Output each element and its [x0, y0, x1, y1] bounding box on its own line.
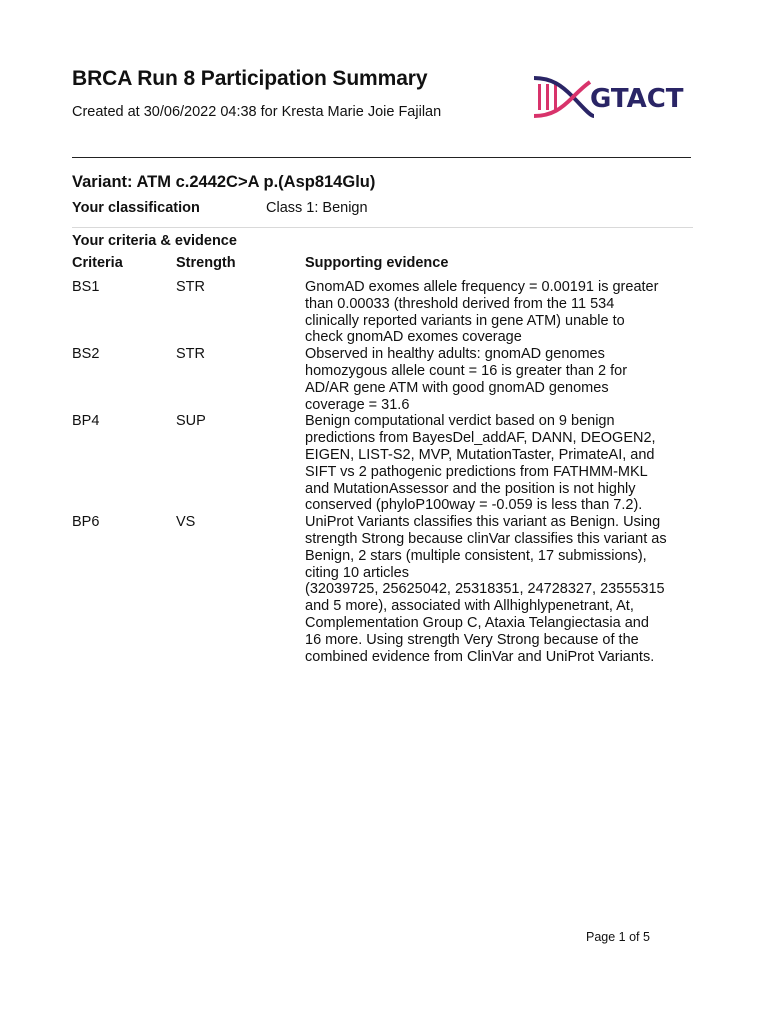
- column-header-strength: Strength: [176, 255, 236, 271]
- table-row: [72, 514, 694, 665]
- header-divider: [72, 157, 691, 158]
- gtact-logo: [532, 72, 690, 122]
- classification-label: Your classification: [72, 200, 200, 216]
- criteria-strength: SUP: [176, 413, 206, 430]
- criteria-code: BS2: [72, 346, 100, 363]
- criteria-code: BS1: [72, 279, 100, 295]
- criteria-heading: Your criteria & evidence: [72, 233, 237, 249]
- supporting-evidence: GnomAD exomes allele frequency = 0.00191 is greater than 0.00033 (threshold derived from the 11 534 clinically reported variants in gene ATM) unable to check gnomAD exomes coverage: [305, 279, 659, 346]
- criteria-code: BP6: [72, 514, 100, 531]
- criteria-strength: STR: [176, 346, 205, 363]
- table-row: [72, 413, 694, 514]
- column-header-evidence: Supporting evidence: [305, 255, 449, 271]
- section-divider: [72, 227, 693, 228]
- supporting-evidence: UniProt Variants classifies this variant as Benign. Using strength Strong because clinVar classifies this variant as Benign, 2 stars (multiple consistent, 17 submissions), citing 10 articles (32039725, 25625042, 25318351, 24728327, 23555315 and 5 more), associated with Allhighlypenetrant, At, Complementation Group C, Ataxia Telangiectasia and 16 more. Using strength Very Strong because of the combined evidence from ClinVar and UniProt Variants.: [305, 514, 667, 665]
- criteria-code: BP4: [72, 413, 100, 430]
- logo-text: GTACT: [590, 84, 684, 114]
- supporting-evidence: Benign computational verdict based on 9 benign predictions from BayesDel_addAF, DANN, DEOGEN2, EIGEN, LIST-S2, MVP, MutationTaster, PrimateAI, and SIFT vs 2 pathogenic predictions from FATHMM-MKL and MutationAssessor and the position is not highly conserved (phyloP100way = -0.059 is less than 7.2).: [305, 413, 656, 514]
- table-row: [72, 346, 694, 413]
- criteria-table: [72, 279, 694, 665]
- table-row: [72, 279, 694, 346]
- page-number: Page 1 of 5: [586, 930, 650, 944]
- classification-value: Class 1: Benign: [266, 200, 368, 216]
- column-header-criteria: Criteria: [72, 255, 123, 271]
- criteria-strength: VS: [176, 514, 196, 531]
- created-info: Created at 30/06/2022 04:38 for Kresta Marie Joie Fajilan: [72, 104, 442, 120]
- page-title: BRCA Run 8 Participation Summary: [72, 67, 428, 90]
- criteria-strength: STR: [176, 279, 205, 295]
- supporting-evidence: Observed in healthy adults: gnomAD genomes homozygous allele count = 16 is greater than 2 for AD/AR gene ATM with good gnomAD genomes coverage = 31.6: [305, 346, 628, 413]
- variant-title: Variant: ATM c.2442C>A p.(Asp814Glu): [72, 173, 376, 191]
